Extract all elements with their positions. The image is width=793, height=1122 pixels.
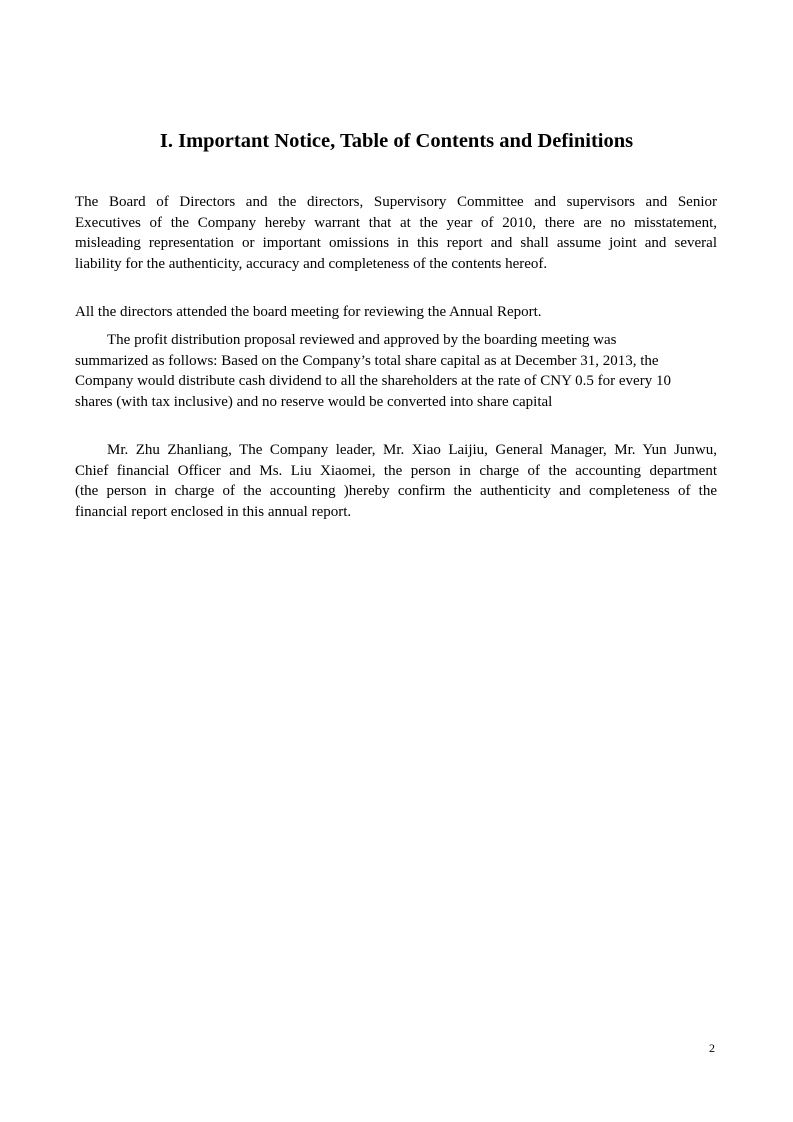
- paragraph-warranty: [75, 192, 717, 275]
- text-line: Company would distribute cash dividend to all the shareholders at the rate of CNY 0.5 for every 10: [75, 373, 671, 390]
- text-line: liability for the authenticity, accuracy and completeness of the contents hereof.: [75, 256, 548, 273]
- text-line: shares (with tax inclusive) and no reserve would be converted into share capital: [75, 394, 553, 411]
- paragraph-confirmation: [75, 440, 717, 523]
- text-line: Chief financial Officer and Ms. Liu Xiaomei, the person in charge of the accounting department: [75, 462, 717, 479]
- text-line: All the directors attended the board meeting for reviewing the Annual Report.: [75, 304, 542, 320]
- text-line: Executives of the Company hereby warrant that at the year of 2010, there are no misstatement,: [75, 214, 717, 231]
- text-line: summarized as follows: Based on the Company’s total share capital as at December 31, 2013, the: [75, 352, 659, 369]
- text-line: financial report enclosed in this annual report.: [75, 504, 352, 521]
- text-line: (the person in charge of the accounting )hereby confirm the authenticity and completeness of the: [75, 483, 717, 500]
- section-title: I. Important Notice, Table of Contents and Definitions: [159, 130, 634, 152]
- text-line: The profit distribution proposal reviewed and approved by the boarding meeting was: [107, 332, 617, 348]
- paragraph-profit-distribution: [75, 330, 717, 413]
- text-line: The Board of Directors and the directors, Supervisory Committee and supervisors and Senior: [75, 194, 717, 210]
- text-line: misleading representation or important omissions in this report and shall assume joint and several: [75, 235, 717, 252]
- page-number: 2: [709, 1041, 715, 1055]
- text-line: Mr. Zhu Zhanliang, The Company leader, Mr. Xiao Laijiu, General Manager, Mr. Yun Junwu,: [107, 442, 717, 458]
- paragraph-attendance: [75, 302, 717, 323]
